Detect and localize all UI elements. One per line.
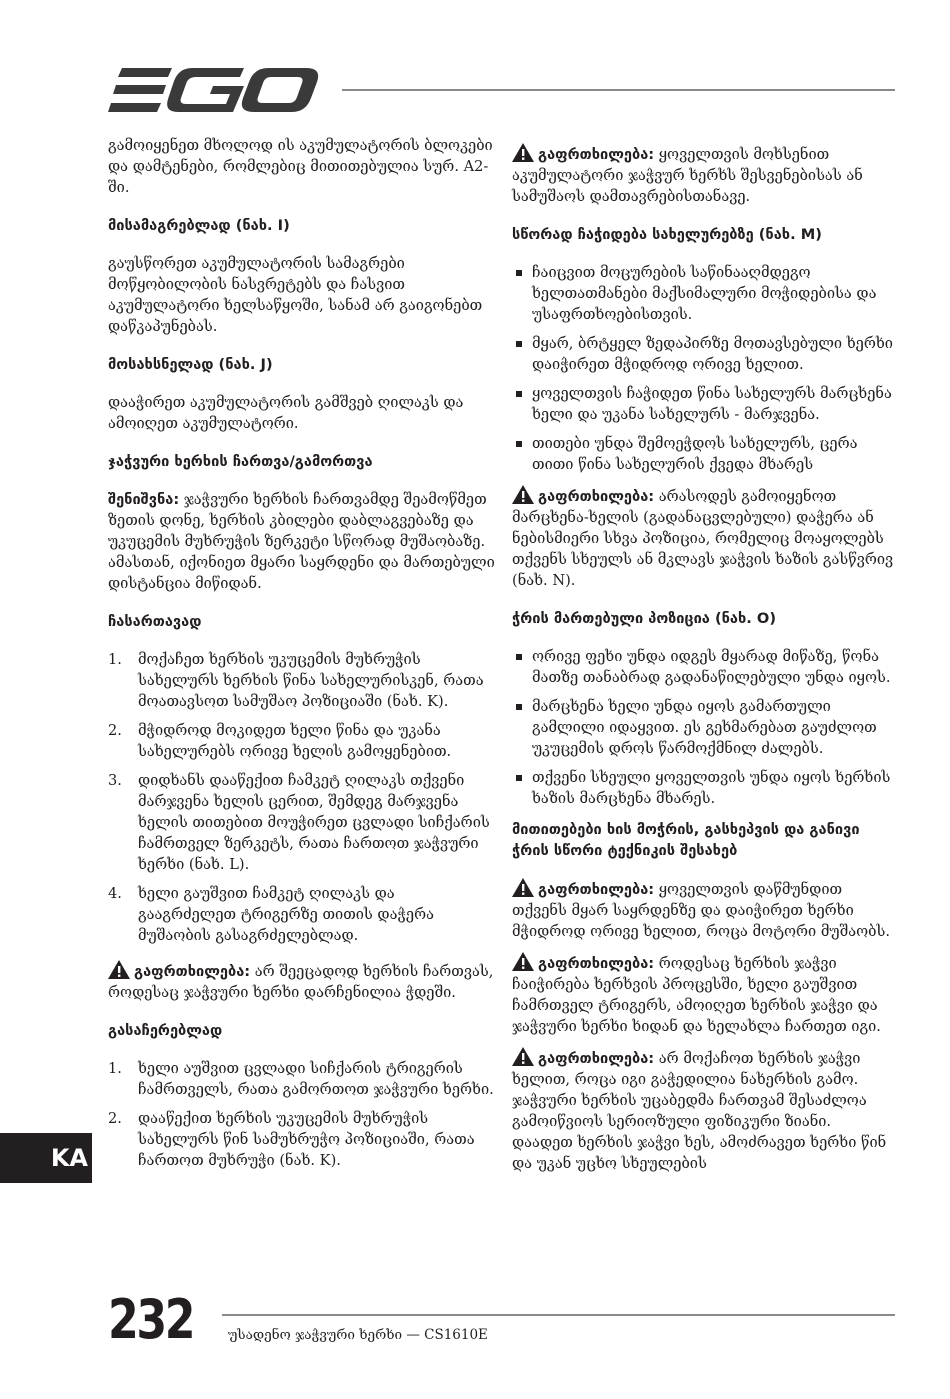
warning-icon [512, 878, 534, 897]
list-item [108, 720, 496, 762]
intro-paragraph: გამოიყენეთ მხოლოდ ის აკუმულატორის ბლოკები და დამტენები, რომლებიც მითითებულია სურ. A2-ში. [108, 137, 493, 196]
list-item [108, 883, 496, 946]
step-number: 1. [108, 1060, 122, 1077]
bullet-text: ორივე ფეხი უნდა იდგეს მყარად მიწაზე, წონა მათზე თანაბრად გადანაწილებული უნდა იყოს. [532, 648, 891, 686]
list-item [512, 262, 896, 325]
warning-label: გაფრთხილება: [538, 1050, 655, 1067]
warning-icon [512, 952, 534, 971]
list-item [512, 646, 896, 688]
list-item [108, 1108, 496, 1171]
off-heading: გასაჩერებლად [108, 1022, 223, 1039]
on-warning [108, 960, 496, 1003]
bullet-icon [516, 704, 522, 710]
step-number: 4. [108, 885, 122, 902]
warning-icon [512, 143, 534, 162]
list-item [108, 1058, 496, 1100]
bullet-icon [516, 341, 522, 347]
stance-list [512, 646, 896, 809]
left-column [108, 135, 496, 1185]
warning-label: გაფრთხილება: [538, 881, 655, 898]
step-text: დააწექით ხერხის უკუცემის მუხრუჭის სახელურს წინ სამუხრუჭო პოზიციაში, რათა ჩართოთ მუხრუჭი (ნახ. K). [138, 1110, 475, 1169]
list-item [512, 433, 896, 475]
bullet-icon [516, 654, 522, 660]
list-item [108, 649, 496, 712]
attach-paragraph: გაუსწორეთ აკუმულატორის სამაგრები მოწყობილობის ნასვრეტებს და ჩასვით აკუმულატორი ხელსაწყოში, სანამ არ გაიგონებთ დაწკაპუნებას. [108, 255, 483, 335]
step-text: მოქაჩეთ ხერხის უკუცემის მუხრუჭის სახელურს ხერხის წინა სახელურისკენ, რათა მოათავსოთ სამუშაო პოზიციაში (ნახ. K). [138, 651, 484, 710]
list-item [512, 767, 896, 809]
list-item [108, 770, 496, 875]
felling-heading: მითითებები ხის მოჭრის, გასხეპვის და განივი ჭრის სწორი ტექნიკის შესახებ [512, 821, 860, 859]
warning-text: ყოველთვის მოხსენით აკუმულატორი ჯაჭვურ ხერხს შესვენებისას ან სამუშაოს დამთავრებისთანავე. [512, 146, 863, 205]
warning-icon [108, 960, 130, 979]
grip-list [512, 262, 896, 475]
ego-logo-text: EGO [108, 66, 111, 67]
step-number: 3. [108, 772, 122, 789]
header-rule [342, 89, 895, 91]
footer-text: უსადენო ჯაჭვური ხერხი — CS1610E [228, 1327, 488, 1343]
attach-heading: მისამაგრებლად (ნახ. I) [108, 217, 290, 234]
ego-logo [108, 66, 320, 116]
warning-label: გაფრთხილება: [134, 963, 251, 980]
warning-4 [512, 952, 896, 1037]
step-text: ხელი გაუშვით ჩამკეტ ღილაკს და გააგრძელეთ ტრიგერზე თითის დაჭერა მუშაობის გასაგრძელებლად. [138, 885, 434, 944]
bullet-text: მარცხენა ხელი უნდა იყოს გამართული გამლილი იდაყვით. ეს გეხმარებათ გაუძლოთ უკუცემის დროს წარმოქმნილ ძალებს. [532, 698, 877, 757]
remove-paragraph: დააჭირეთ აკუმულატორის გამშვებ ღილაკს და ამოიღეთ აკუმულატორი. [108, 394, 464, 432]
list-item [512, 333, 896, 375]
list-item [512, 696, 896, 759]
remove-heading: მოსახსნელად (ნახ. J) [108, 356, 273, 373]
stance-heading: ჭრის მართებული პოზიცია (ნახ. O) [512, 610, 777, 627]
step-number: 2. [108, 722, 122, 739]
bullet-icon [516, 270, 522, 276]
warning-5 [512, 1047, 896, 1174]
bullet-text: თითები უნდა შემოეჭდოს სახელურს, ცერა თითი წინა სახელურის ქვედა მხარეს [532, 435, 858, 473]
warning-text: არ შეეცადოდ ხერხის ჩართვას, როდესაც ჯაჭვური ხერხი დარჩენილია ჭდეში. [108, 963, 494, 1001]
bullet-text: მყარ, ბრტყელ ზედაპირზე მოთავსებული ხერხი დაიჭირეთ მჭიდროდ ორივე ხელით. [532, 335, 893, 373]
bullet-text: ყოველთვის ჩაჭიდეთ წინა სახელურს მარცხენა ხელი და უკანა სახელურს - მარჯვენა. [532, 385, 892, 423]
warning-label: გაფრთხილება: [538, 955, 655, 972]
note-text: ჯაჭვური ხერხის ჩართვამდე შეამოწმეთ ზეთის დონე, ხერხის კბილები დაბლაგვებაზე და უკუცემის მუხრუჭის ზერკეტი სწორად მუშაობაზე. ამასთან, იქონიეთ მყარი საყრდენი და მართებული დისტანცია მიწიდან. [108, 491, 495, 592]
bullet-icon [516, 441, 522, 447]
step-number: 2. [108, 1110, 122, 1127]
on-heading: ჩასართავად [108, 613, 202, 630]
grip-heading: სწორად ჩაჭიდება სახელურებზე (ნახ. M) [512, 226, 822, 243]
warning-3 [512, 878, 896, 942]
step-text: დიდხანს დააწექით ჩამკეტ ღილაკს თქვენი მარჯვენა ხელის ცერით, შემდეგ მარჯვენა ხელის თითებით მოუჭირეთ ცვლადი სიჩქარის ჩამრთველ ზერკეტს, რათა ჩართოთ ჯაჭვური ხერხი (ნახ. L). [138, 772, 490, 873]
step-number: 1. [108, 651, 122, 668]
page-number: 232 [108, 1288, 194, 1351]
note-label: შენიშვნა: [108, 491, 180, 508]
warning-label: გაფრთხილება: [538, 146, 655, 163]
language-tab: KA [0, 1133, 92, 1183]
bullet-icon [516, 775, 522, 781]
warning-text: არასოდეს გამოიყენოთ მარცხენა-ხელის (გადანაცვლებული) დაჭერა ან ნებისმიერი სხვა პოზიცია, რომელიც მოაყოლებს თქვენს სხეულს ან მკლავს ჯაჭვის ხაზის გასწვრივ (ნახ. N). [512, 488, 894, 589]
onoff-heading: ჯაჭვური ხერხის ჩართვა/გამორთვა [108, 453, 373, 470]
right-column [512, 143, 896, 1184]
step-text: ხელი აუშვით ცვლადი სიჩქარის ტრიგერის ჩამრთველს, რათა გამორთოთ ჯაჭვური ხერხი. [138, 1060, 494, 1098]
bullet-icon [516, 391, 522, 397]
warning-label: გაფრთხილება: [538, 488, 655, 505]
warning-icon [512, 485, 534, 504]
bullet-text: ჩაიცვით მოცურების საწინააღმდეგო ხელთათმანები მაქსიმალური მოჭიდებისა და უსაფრთხოებისთვის. [532, 264, 877, 323]
step-text: მჭიდროდ მოკიდეთ ხელი წინა და უკანა სახელურებს ორივე ხელის გამოყენებით. [138, 722, 452, 760]
list-item [512, 383, 896, 425]
warning-1 [512, 143, 896, 207]
note-paragraph [108, 489, 496, 594]
warning-text: როდესაც ხერხის ჯაჭვი ჩაიჭირება ხერხვის პროცესში, ხელი გაუშვით ჩამრთველ ტრიგერს, ამოიღეთ ხერხის ჯაჭვი და ჯაჭვური ხერხი ხიდან და ხელახლა ჩართეთ იგი. [512, 955, 881, 1035]
off-steps-list [108, 1058, 496, 1171]
warning-text: არ მოქაჩოთ ხერხის ჯაჭვი ხელით, როცა იგი გაჭედილია ნახერხის გამო. ჯაჭვური ხერხის უცაბედმა ჩართვამ შესაძლოა გამოიწვიოს სერიოზული ფიზიკური ზიანი. დაადეთ ხერხის ჯაჭვი ხეს, ამოძრავეთ ხერხი წინ და უკან უცხო სხეულების [512, 1050, 887, 1172]
on-steps-list [108, 649, 496, 946]
bullet-text: თქვენი სხეული ყოველთვის უნდა იყოს ხერხის ხაზის მარცხენა მხარეს. [532, 769, 891, 807]
warning-2 [512, 485, 896, 591]
footer-rule [222, 1314, 895, 1316]
warning-icon [512, 1047, 534, 1066]
warning-text: ყოველთვის დაწმუნდით თქვენს მყარ საყრდენზე და დაიჭირეთ ხერხი მჭიდროდ ორივე ხელით, როცა მოტორი მუშაობს. [512, 881, 891, 940]
